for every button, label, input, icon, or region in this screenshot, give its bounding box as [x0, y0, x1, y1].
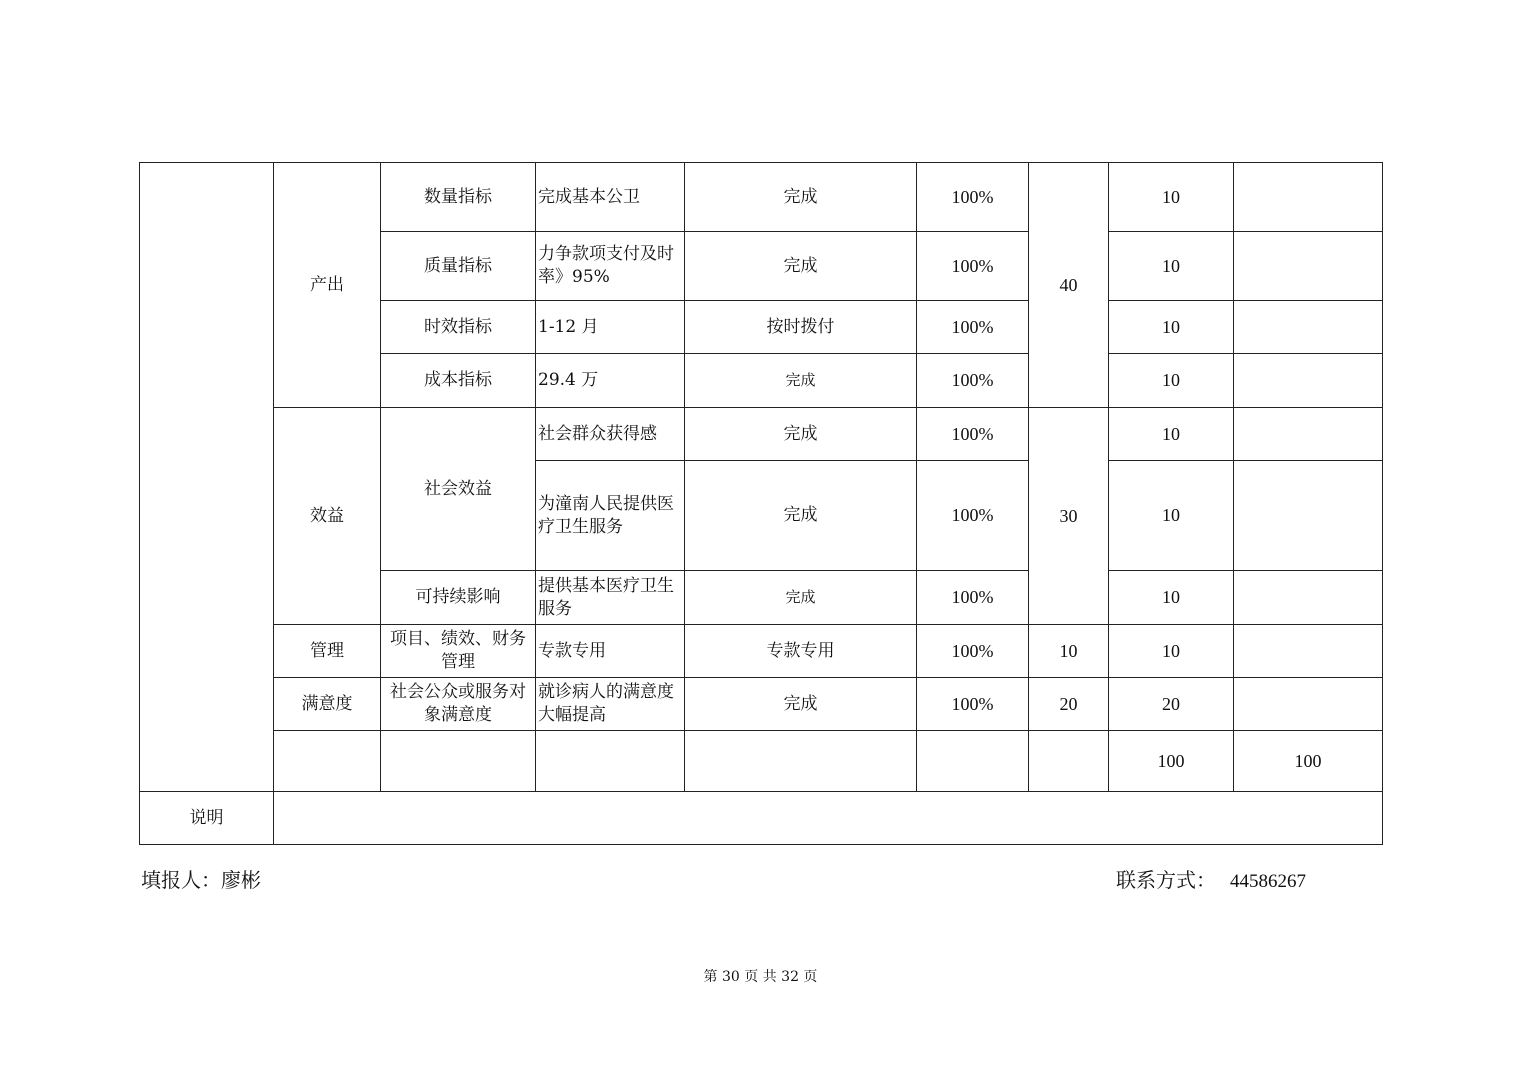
target-cell: 完成 [685, 232, 917, 301]
filler-label: 填报人：廖彬 [141, 868, 261, 892]
table-row [140, 678, 1383, 731]
points-cell: 10 [1109, 625, 1234, 678]
target-cell: 专款专用 [685, 625, 917, 678]
remark-cell [1234, 625, 1383, 678]
points-cell: 10 [1109, 163, 1234, 232]
remark-cell [1234, 571, 1383, 625]
content-cell: 1-12 月 [536, 301, 685, 354]
note-label: 说明 [140, 792, 274, 845]
category-cell: 产出 [274, 163, 381, 408]
note-row [140, 792, 1383, 845]
empty-cell [274, 731, 381, 792]
points-cell: 10 [1109, 232, 1234, 301]
remark-cell [1234, 408, 1383, 461]
remark-cell [1234, 163, 1383, 232]
page-number: 第 30 页 共 32 页 [703, 969, 818, 985]
remark-cell [1234, 354, 1383, 408]
remark-cell [1234, 301, 1383, 354]
points-cell: 10 [1109, 408, 1234, 461]
points-cell: 10 [1109, 461, 1234, 571]
weight-cell: 40 [1029, 163, 1109, 408]
actual-cell: 100% [917, 461, 1029, 571]
content-cell: 提供基本医疗卫生服务 [536, 571, 685, 625]
table-row [140, 163, 1383, 232]
weight-cell: 10 [1029, 625, 1109, 678]
category-cell: 效益 [274, 408, 381, 625]
indicator-cell: 项目、绩效、财务管理 [381, 625, 536, 678]
content-cell: 完成基本公卫 [536, 163, 685, 232]
indicator-cell: 成本指标 [381, 354, 536, 408]
category-cell: 满意度 [274, 678, 381, 731]
weight-cell: 30 [1029, 408, 1109, 625]
empty-cell [536, 731, 685, 792]
indicator-cell: 社会公众或服务对象满意度 [381, 678, 536, 731]
target-cell: 完成 [685, 408, 917, 461]
performance-table [139, 162, 1383, 845]
indicator-cell: 质量指标 [381, 232, 536, 301]
points-cell: 10 [1109, 571, 1234, 625]
points-cell: 10 [1109, 301, 1234, 354]
note-content [274, 792, 1383, 845]
category-cell: 管理 [274, 625, 381, 678]
empty-cell [381, 731, 536, 792]
contact-phone: 44586267 [1230, 871, 1306, 892]
content-cell: 专款专用 [536, 625, 685, 678]
content-cell: 力争款项支付及时率》95% [536, 232, 685, 301]
content-cell: 社会群众获得感 [536, 408, 685, 461]
target-cell: 完成 [685, 354, 917, 408]
table-row [140, 625, 1383, 678]
actual-cell: 100% [917, 625, 1029, 678]
empty-cell [917, 731, 1029, 792]
empty-cell [140, 163, 274, 792]
remark-cell [1234, 678, 1383, 731]
actual-cell: 100% [917, 163, 1029, 232]
actual-cell: 100% [917, 408, 1029, 461]
content-cell: 29.4 万 [536, 354, 685, 408]
contact-info [1116, 864, 1306, 893]
remark-cell [1234, 232, 1383, 301]
total-row [140, 731, 1383, 792]
actual-cell: 100% [917, 232, 1029, 301]
empty-cell [1029, 731, 1109, 792]
indicator-cell: 社会效益 [381, 408, 536, 571]
points-cell: 10 [1109, 354, 1234, 408]
points-cell: 20 [1109, 678, 1234, 731]
remark-cell [1234, 461, 1383, 571]
weight-cell: 20 [1029, 678, 1109, 731]
target-cell: 完成 [685, 678, 917, 731]
table-row [140, 408, 1383, 461]
actual-cell: 100% [917, 301, 1029, 354]
indicator-cell: 数量指标 [381, 163, 536, 232]
total-weight-cell: 100 [1109, 731, 1234, 792]
content-cell: 就诊病人的满意度大幅提高 [536, 678, 685, 731]
target-cell: 完成 [685, 461, 917, 571]
total-points-cell: 100 [1234, 731, 1383, 792]
content-cell: 为潼南人民提供医疗卫生服务 [536, 461, 685, 571]
target-cell: 完成 [685, 163, 917, 232]
indicator-cell: 可持续影响 [381, 571, 536, 625]
empty-cell [685, 731, 917, 792]
target-cell: 完成 [685, 571, 917, 625]
contact-label: 联系方式： [1116, 868, 1216, 892]
actual-cell: 100% [917, 678, 1029, 731]
actual-cell: 100% [917, 354, 1029, 408]
target-cell: 按时拨付 [685, 301, 917, 354]
indicator-cell: 时效指标 [381, 301, 536, 354]
actual-cell: 100% [917, 571, 1029, 625]
